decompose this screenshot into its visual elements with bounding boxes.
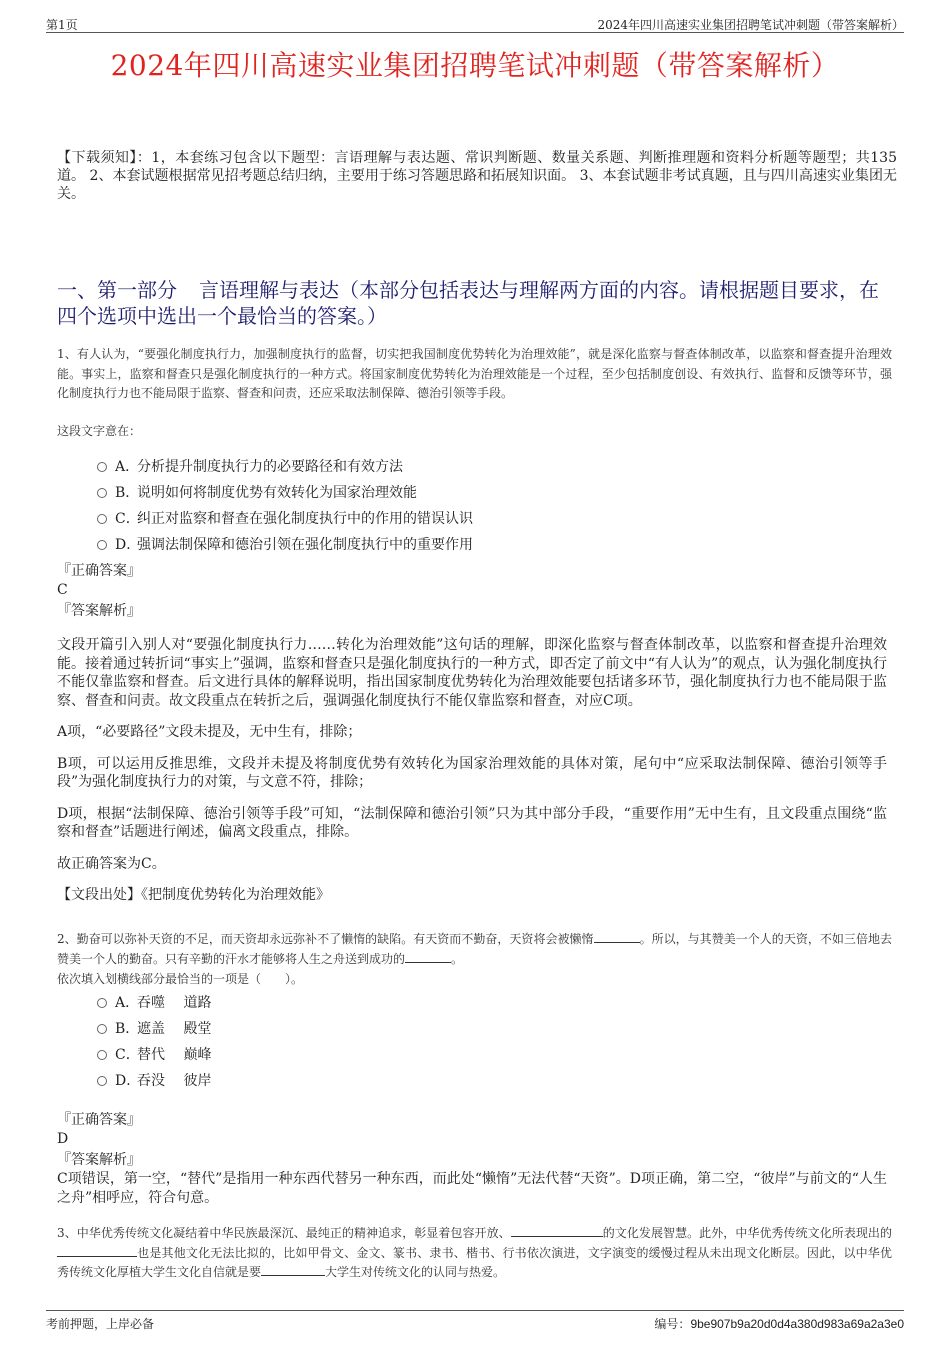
option-b[interactable]: B． 遮盖 殿堂 (97, 1015, 211, 1041)
radio-icon[interactable] (97, 540, 107, 550)
radio-icon[interactable] (97, 488, 107, 498)
section-description: 言语理解与表达（本部分包括表达与理解两方面的内容。请根据题目要求，在四个选项中选出一个最恰当的答案。） (57, 278, 879, 328)
download-notice: 【下载须知】：1，本套练习包含以下题型：言语理解与表达题、常识判断题、数量关系题、判断推理题和资料分析题等题型；共135道。 2、本套试题根据常见招考题总结归纳，主要用于练习答题思路和拓展知识面。 3、本套试题非考试真题，且与四川高速实业集团无关。 (57, 150, 897, 202)
option-b[interactable]: B． 说明如何将制度优势有效转化为国家治理效能 (97, 479, 473, 505)
analysis-paragraph: D项，根据“法制保障、德治引领等手段”可知，“法制保障和德治引领”只为其中部分手段，“重要作用”无中生有，且文段重点围绕“监察和督查”话题进行阐述，偏离文段重点，排除。 (57, 805, 887, 840)
question-1-prompt: 这段文字意在： (57, 424, 142, 438)
answer-label: 『正确答案』 (57, 1112, 141, 1128)
analysis-label: 『答案解析』 (57, 603, 141, 619)
option-a[interactable]: A． 分析提升制度执行力的必要路径和有效方法 (97, 453, 473, 479)
option-c[interactable]: C． 纠正对监察和督查在强化制度执行中的作用的错误认识 (97, 505, 473, 531)
page-title: 2024年四川高速实业集团招聘笔试冲刺题（带答案解析） (110, 49, 840, 82)
radio-icon[interactable] (97, 1076, 107, 1086)
source-citation: 【文段出处】《把制度优势转化为治理效能》 (57, 887, 330, 903)
blank-line (511, 1224, 603, 1237)
page-header (46, 14, 904, 33)
analysis-paragraph: 文段开篇引入别人对“要强化制度执行力……转化为治理效能”这句话的理解，即深化监察与督查体制改革，以监察和督查提升治理效能。接着通过转折词“事实上”强调，监察和督查只是强化制度执行的一种方式，即否定了前文中“有人认为”的观点，认为强化制度执行不能仅靠监察和督查。后文进行具体的解释说明，指出国家制度优势转化为治理效能要包括诸多环节，强化制度执行力也不能局限于监察、督查和问责。故文段重点在转折之后，强调强化制度执行不能仅靠监察和督查，对应C项。 (57, 637, 887, 709)
answer-value: C (57, 582, 68, 598)
option-d[interactable]: D． 强调法制保障和德治引领在强化制度执行中的重要作用 (97, 531, 473, 557)
page-number: 第1页 (46, 18, 78, 32)
analysis-label: 『答案解析』 (57, 1152, 141, 1168)
document-code: 编号：9be907b9a20d0d4a380d983a69a2a3e0 (654, 1317, 904, 1331)
question-2-options (97, 989, 211, 1093)
answer-label: 『正确答案』 (57, 563, 141, 579)
radio-icon[interactable] (97, 1024, 107, 1034)
question-1-analysis (57, 636, 887, 918)
answer-value: D (57, 1131, 69, 1147)
page-footer (46, 1310, 904, 1331)
radio-icon[interactable] (97, 1050, 107, 1060)
question-2-analysis: C项错误，第一空，“替代”是指用一种东西代替另一种东西，而此处“懒惰”无法代替“天资”。D项正确，第二空，“彼岸”与前文的“人生之舟”相呼应，符合句意。 (57, 1171, 887, 1206)
question-1-options (97, 453, 473, 557)
radio-icon[interactable] (97, 514, 107, 524)
header-doc-title: 2024年四川高速实业集团招聘笔试冲刺题（带答案解析） (597, 18, 904, 32)
question-3-text: 3、中华优秀传统文化凝结着中华民族最深沉、最纯正的精神追求，彰显着包容开放、 的文化发展智慧。此外，中华优秀传统文化所表现出的也是其他文化无法比拟的，比如甲骨文、金文、篆书、隶书、楷书、行书依次演进，文字演变的缓慢过程从未出现文化断层。因此，以中华优秀传统文化厚植大学生文化自信就是要 大学生对传统文化的认同与热爱。 (57, 1226, 892, 1279)
footer-slogan: 考前押题，上岸必备 (46, 1317, 155, 1331)
blank-line (261, 1263, 325, 1276)
question-2-text: 2、勤奋可以弥补天资的不足，而天资却永远弥补不了懒惰的缺陷。有天资而不勤奋，天资将会被懒惰 。所以，与其赞美一个人的天资，不如三倍地去赞美一个人的勤奋。只有辛勤的汗水才能够将人生之舟送到成功的 。 (57, 932, 892, 966)
analysis-conclusion: 故正确答案为C。 (57, 855, 166, 872)
option-d[interactable]: D． 吞没 彼岸 (97, 1067, 211, 1093)
question-1-text: 1、有人认为，“要强化制度执行力，加强制度执行的监督，切实把我国制度优势转化为治理效能”，就是深化监察与督查体制改革，以监察和督查提升治理效能。事实上，监察和督查只是强化制度执行的一种方式。将国家制度优势转化为治理效能是一个过程，至少包括制度创设、有效执行、监督和反馈等环节，强化制度执行力也不能局限于监察、督查和问责，还应采取法制保障、德治引领等手段。 (57, 347, 892, 400)
option-a[interactable]: A． 吞噬 道路 (97, 989, 211, 1015)
question-2-prompt: 依次填入划横线部分最恰当的一项是（ ）。 (57, 972, 304, 986)
analysis-paragraph: B项，可以运用反推思维，文段并未提及将制度优势有效转化为国家治理效能的具体对策，尾句中“应采取法制保障、德治引领等手段”为强化制度执行力的对策，与文意不符，排除； (57, 755, 887, 790)
blank-line (405, 950, 451, 963)
blank-line (57, 1244, 137, 1257)
section-part: 一、第一部分 (57, 278, 177, 302)
radio-icon[interactable] (97, 462, 107, 472)
option-c[interactable]: C． 替代 巅峰 (97, 1041, 211, 1067)
radio-icon[interactable] (97, 998, 107, 1008)
analysis-paragraph: A项，“必要路径”文段未提及，无中生有，排除； (57, 724, 362, 740)
blank-line (594, 930, 640, 943)
section-heading (57, 277, 897, 329)
